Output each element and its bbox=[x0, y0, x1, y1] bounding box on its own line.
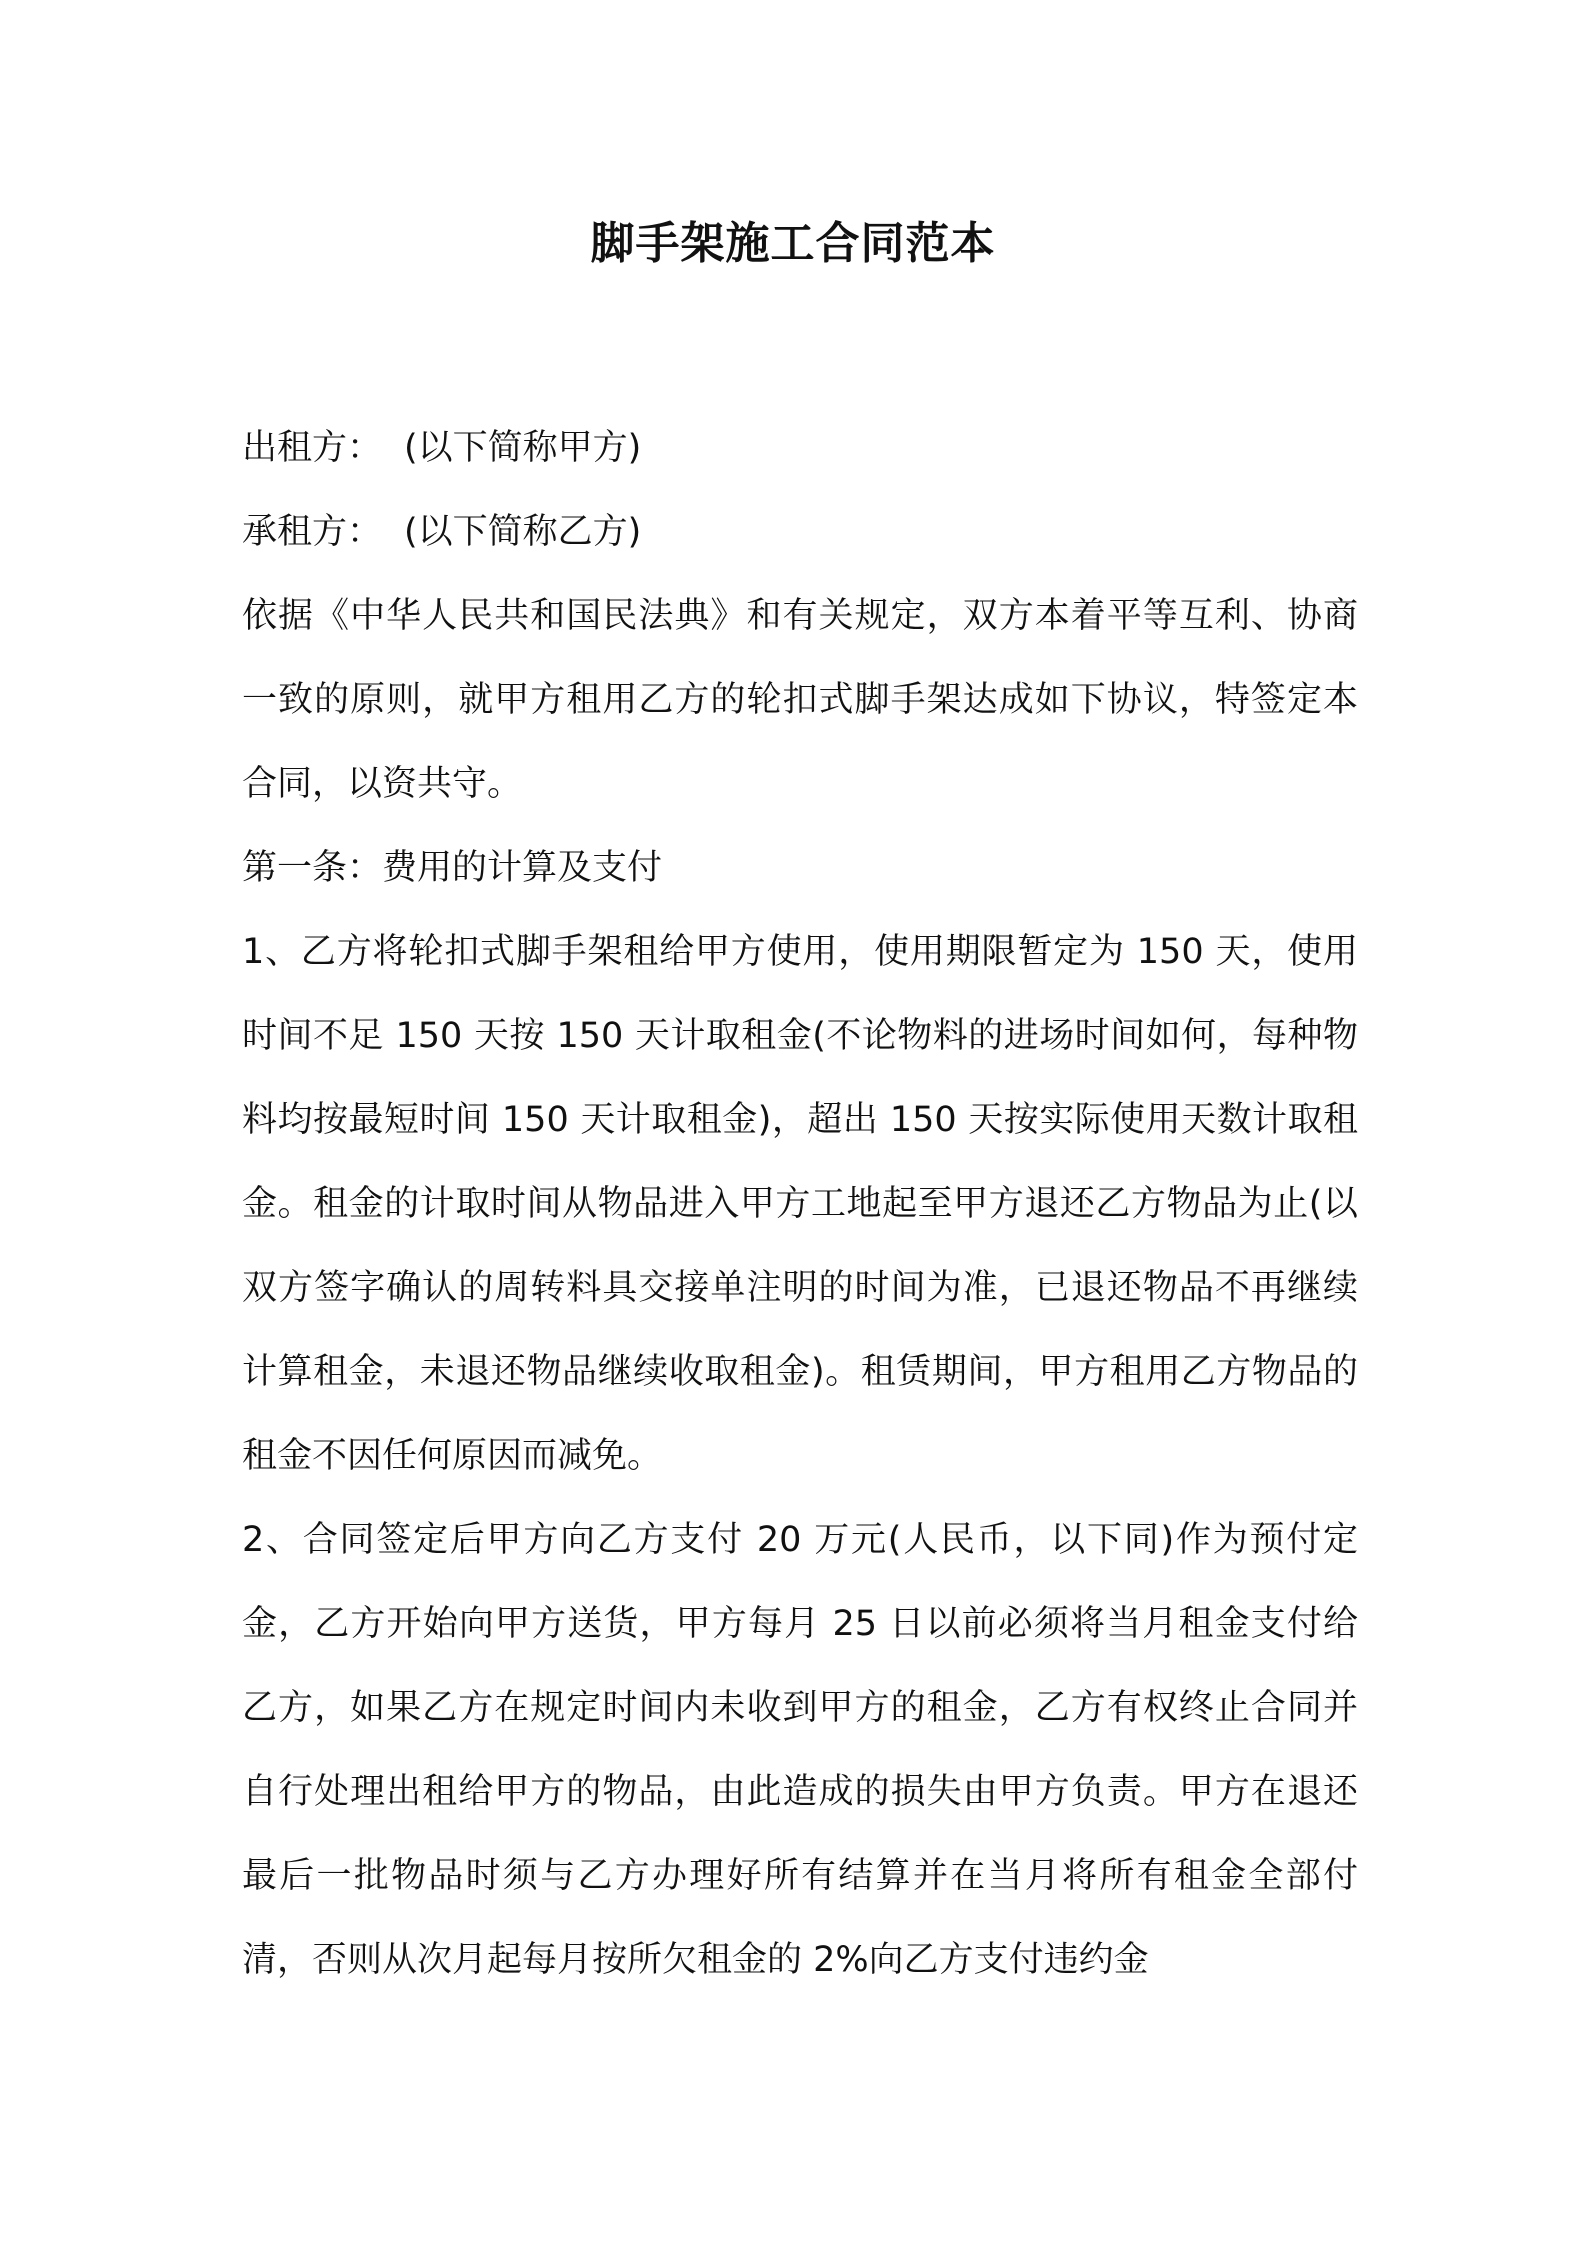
lessee-label: 承租方： bbox=[242, 512, 383, 552]
clause-1: 1、乙方将轮扣式脚手架租给甲方使用，使用期限暂定为 150 天，使用时间不足 150 天按 150 天计取租金(不论物料的进场时间如何，每种物料均按最短时间 150 天计取租金)，超出 150 天按实际使用天数计取租金。租金的计取时间从物品进入甲方工地起至甲方退还乙方物品为止(以双方签字确认的周转料具交接单注明的时间为准，已退还物品不再继续计算租金，未退还物品继续收取租金)。租赁期间，甲方租用乙方物品的租金不因任何原因而减免。 bbox=[242, 932, 1358, 1476]
lessor-label: 出租方： bbox=[242, 428, 383, 468]
article-1-heading: 第一条：费用的计算及支付 bbox=[242, 848, 663, 888]
lessee-line bbox=[242, 490, 1358, 574]
clause-2: 2、合同签定后甲方向乙方支付 20 万元(人民币，以下同)作为预付定金，乙方开始向甲方送货，甲方每月 25 日以前必须将当月租金支付给乙方，如果乙方在规定时间内未收到甲方的租金，乙方有权终止合同并自行处理出租给甲方的物品，由此造成的损失由甲方负责。甲方在退还最后一批物品时须与乙方办理好所有结算并在当月将所有租金全部付清，否则从次月起每月按所欠租金的 2%向乙方支付违约金 bbox=[242, 1520, 1358, 1980]
preamble-paragraph: 依据《中华人民共和国民法典》和有关规定，双方本着平等互利、协商一致的原则，就甲方租用乙方的轮扣式脚手架达成如下协议，特签定本合同，以资共守。 bbox=[242, 596, 1358, 804]
lessee-note: (以下简称乙方) bbox=[404, 512, 642, 552]
lessor-note: (以下简称甲方) bbox=[404, 428, 642, 468]
document-title: 脚手架施工合同范本 bbox=[590, 218, 996, 269]
lessor-line bbox=[242, 406, 1358, 490]
document-body bbox=[242, 406, 1358, 2002]
